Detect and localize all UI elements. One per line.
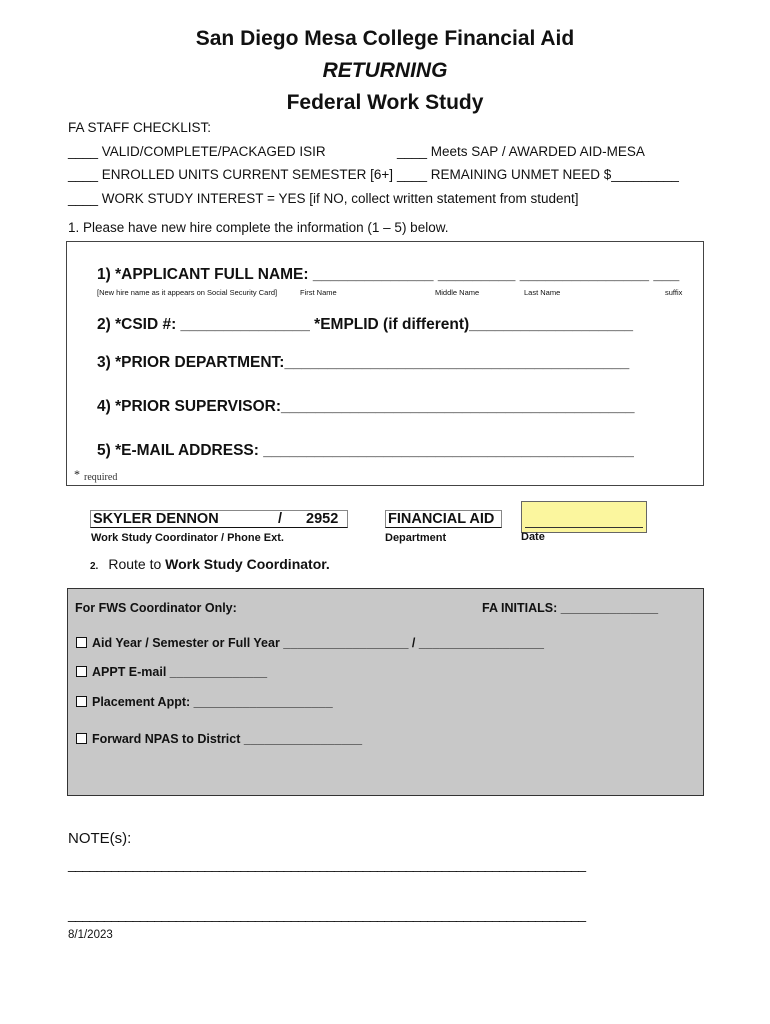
- coordinator-slash: /: [278, 511, 283, 527]
- first-name-caption: First Name: [300, 288, 337, 297]
- fws-heading: For FWS Coordinator Only:: [75, 601, 237, 615]
- form-subtitle-fws: Federal Work Study: [286, 91, 484, 114]
- step-2-number: 2.: [90, 561, 99, 572]
- step-2-prefix: Route to: [108, 556, 166, 572]
- name-hint: [New hire name as it appears on Social Security Card]: [97, 288, 278, 297]
- prior-supervisor-field[interactable]: 4) *PRIOR SUPERVISOR:_________________________________________: [97, 398, 635, 415]
- aid-year-item[interactable]: [76, 636, 544, 650]
- step-1-instruction: 1. Please have new hire complete the information (1 – 5) below.: [68, 220, 449, 235]
- date-caption: Date: [521, 531, 545, 543]
- checklist-units: ____ ENROLLED UNITS CURRENT SEMESTER [6+]: [68, 167, 393, 182]
- date-field[interactable]: [521, 501, 647, 533]
- email-address-field[interactable]: 5) *E-MAIL ADDRESS: ___________________________________________: [97, 442, 634, 459]
- checklist-isir: ____ VALID/COMPLETE/PACKAGED ISIR: [68, 144, 326, 159]
- aid-year-label: Aid Year / Semester or Full Year __________________ / __________________: [92, 636, 544, 650]
- coordinator-name-phone: [90, 510, 348, 528]
- middle-name-caption: Middle Name: [435, 288, 480, 297]
- placement-appt-label: Placement Appt: ____________________: [92, 695, 333, 709]
- coordinator-name: SKYLER DENNON: [93, 511, 219, 527]
- required-note: required: [84, 472, 118, 483]
- prior-department-field[interactable]: 3) *PRIOR DEPARTMENT:________________________________________: [97, 354, 630, 371]
- department-value: FINANCIAL AID: [385, 510, 502, 528]
- appt-email-checkbox[interactable]: [76, 666, 87, 677]
- fa-initials-field[interactable]: FA INITIALS: ______________: [482, 601, 659, 615]
- checklist-ws-interest: ____ WORK STUDY INTEREST = YES [if NO, collect written statement from student]: [68, 191, 579, 206]
- revision-date: 8/1/2023: [68, 929, 113, 941]
- checklist-heading: FA STAFF CHECKLIST:: [68, 120, 212, 135]
- appt-email-item[interactable]: [76, 665, 267, 679]
- notes-line-2[interactable]: ________________________________________________________________________: [68, 906, 586, 922]
- forward-npas-label: Forward NPAS to District _________________: [92, 732, 363, 746]
- form-title: San Diego Mesa College Financial Aid: [195, 27, 575, 50]
- department-caption: Department: [385, 532, 447, 544]
- csid-emplid-field[interactable]: 2) *CSID #: _______________ *EMPLID (if different)___________________: [97, 316, 633, 333]
- notes-line-1[interactable]: ________________________________________________________________________: [68, 856, 586, 872]
- step-2-target: Work Study Coordinator.: [165, 556, 330, 572]
- forward-npas-checkbox[interactable]: [76, 733, 87, 744]
- form-subtitle-returning: RETURNING: [322, 59, 448, 82]
- suffix-caption: suffix: [665, 288, 683, 297]
- forward-npas-item[interactable]: [76, 732, 362, 746]
- applicant-full-name-field[interactable]: 1) *APPLICANT FULL NAME: ______________ _________ _______________ ___: [97, 266, 680, 283]
- step-2-instruction: [90, 556, 330, 572]
- checklist-unmet-need: ____ REMAINING UNMET NEED $_________: [397, 167, 679, 182]
- placement-appt-item[interactable]: [76, 695, 333, 709]
- last-name-caption: Last Name: [524, 288, 561, 297]
- coordinator-phone: 2952: [306, 511, 339, 527]
- notes-label: NOTE(s):: [68, 830, 132, 847]
- required-star: *: [74, 467, 80, 481]
- placement-appt-checkbox[interactable]: [76, 696, 87, 707]
- checklist-sap: ____ Meets SAP / AWARDED AID-MESA: [397, 144, 645, 159]
- fws-coordinator-box: [67, 588, 704, 796]
- aid-year-checkbox[interactable]: [76, 637, 87, 648]
- appt-email-label: APPT E-mail ______________: [92, 665, 268, 679]
- coordinator-caption: Work Study Coordinator / Phone Ext.: [91, 532, 284, 544]
